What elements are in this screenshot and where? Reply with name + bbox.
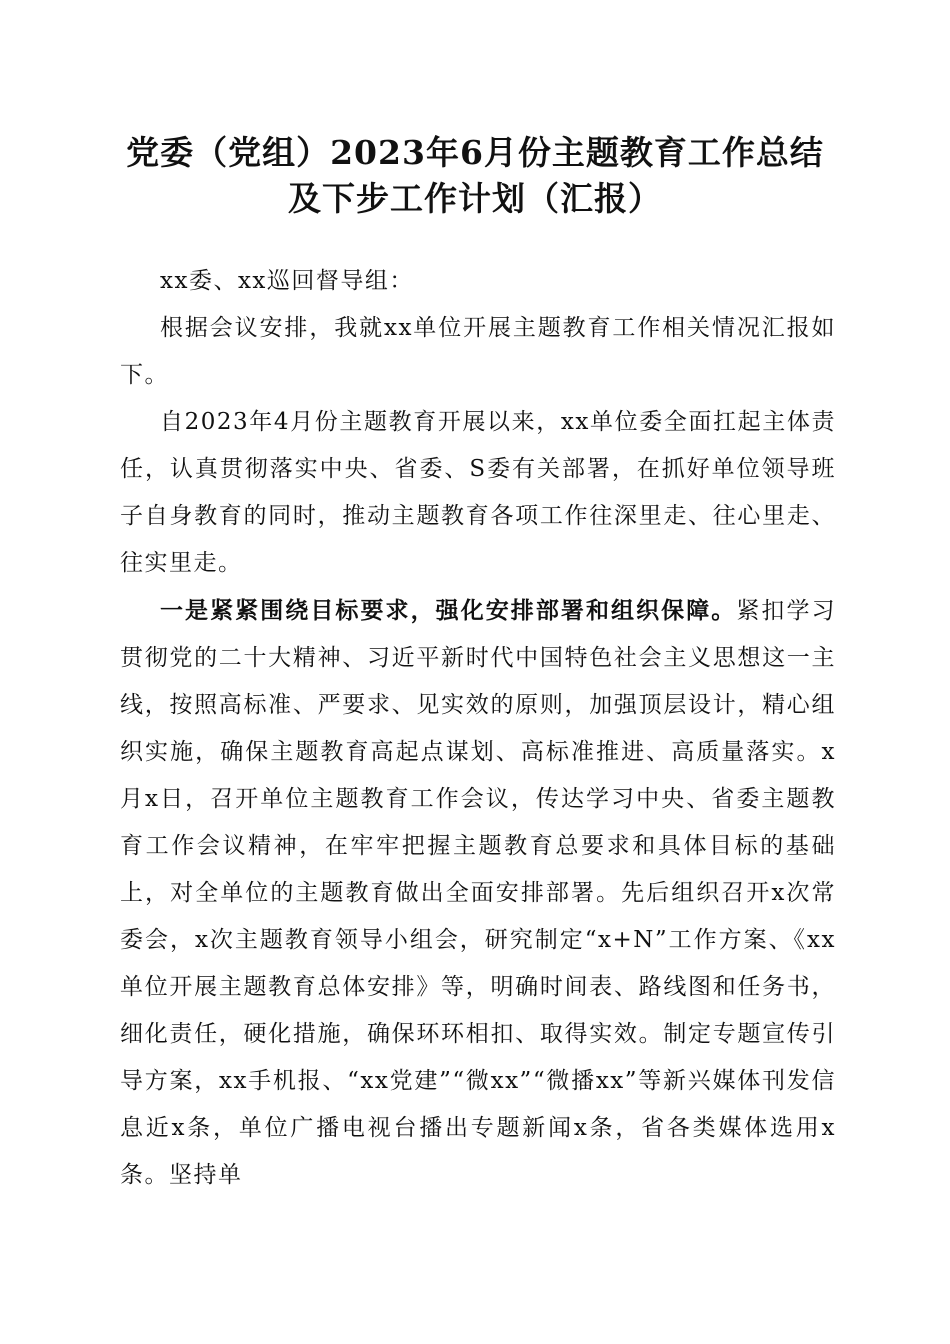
section-1-body: 紧扣学习贯彻党的二十大精神、习近平新时代中国特色社会主义思想这一主线，按照高标准、严要求、见实效的原则，加强顶层设计，精心组织实施，确保主题教育高起点谋划、高标准推进、高质量落实。x月x日，召开单位主题教育工作会议，传达学习中央、省委主题教育工作会议精神，在牢牢把握主题教育总要求和具体目标的基础上，对全单位的主题教育做出全面安排部署。先后组织召开x次常委会，x次主题教育领导小组会，研究制定“x+N”工作方案、《xx单位开展主题教育总体安排》等，明确时间表、路线图和任务书，细化责任，硬化措施，确保环环相扣、取得实效。制定专题宣传引导方案，xx手机报、“xx党建”“微xx”“微播xx”等新兴媒体刊发信息近x条，单位广播电视台播出专题新闻x条，省各类媒体选用x条。坚持单 [120,598,837,1188]
title-line-2: 及下步工作计划（汇报） [288,179,662,218]
title-line-1: 党委（党组）2023年6月份主题教育工作总结 [126,133,824,172]
paragraph-section-1 [120,587,836,1199]
document-body [120,258,836,1199]
document-title [100,130,850,222]
paragraph-overview: 自2023年4月份主题教育开展以来，xx单位委全面扛起主体责任，认真贯彻落实中央、省委、S委有关部署，在抓好单位领导班子自身教育的同时，推动主题教育各项工作往深里走、往心里走、往实里走。 [120,409,836,576]
salutation: xx委、xx巡回督导组： [160,268,414,294]
paragraph-intro: 根据会议安排，我就xx单位开展主题教育工作相关情况汇报如下。 [120,315,836,388]
section-1-heading: 一是紧紧围绕目标要求，强化安排部署和组织保障。 [160,597,737,624]
